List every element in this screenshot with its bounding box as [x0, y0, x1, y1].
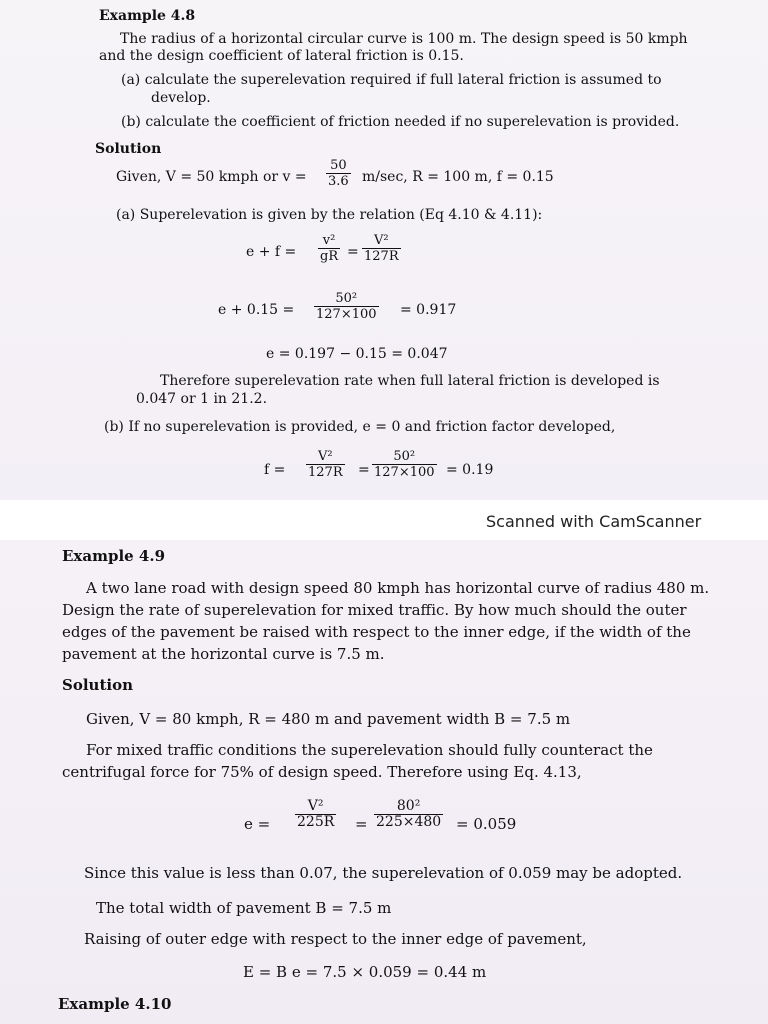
p2-eq1-rhs: = 0.059	[456, 815, 517, 833]
p2-solution-heading: Solution	[62, 676, 133, 694]
p2-eq1-fraction-1	[295, 799, 336, 830]
part-a-line-1: (a) calculate the superelevation required if full lateral friction is assumed to	[121, 72, 662, 88]
eq1-equals: =	[347, 244, 359, 260]
p2-eq1-lhs: e =	[244, 815, 271, 833]
problem-line-2: and the design coefficient of lateral friction is 0.15.	[99, 48, 464, 64]
part-b-line: (b) calculate the coefficient of friction needed if no superelevation is provided.	[121, 114, 680, 130]
p2-problem-line-3: edges of the pavement be raised with respect to the inner edge, if the width of the	[62, 623, 691, 641]
p2-eq1-f2-den: 225×480	[376, 814, 442, 830]
eq4-f2-den: 127×100	[374, 465, 435, 480]
since-line: Since this value is less than 0.07, the superelevation of 0.059 may be adopted.	[84, 864, 683, 882]
scanned-page-bottom	[0, 540, 768, 1024]
p2-problem-line-4: pavement at the horizontal curve is 7.5 m.	[62, 645, 385, 663]
eq3: e = 0.197 − 0.15 = 0.047	[266, 346, 448, 362]
eq2-fraction	[314, 291, 379, 322]
eq1-lhs: e + f =	[246, 244, 297, 260]
given-numerator: 50	[330, 158, 347, 173]
part-a-line-2: develop.	[151, 90, 211, 106]
problem-line-1: The radius of a horizontal circular curve is 100 m. The design speed is 50 kmph	[120, 31, 688, 47]
eq1-fraction-2	[362, 233, 401, 264]
given-prefix: Given, V = 50 kmph or v =	[116, 169, 307, 185]
example-4-9-title: Example 4.9	[62, 547, 166, 565]
eq4-f1-num: V²	[318, 449, 333, 464]
p2-problem-line-1: A two lane road with design speed 80 kmph has horizontal curve of radius 480 m.	[86, 579, 710, 597]
therefore-line-1: Therefore superelevation rate when full lateral friction is developed is	[160, 373, 660, 389]
eq4-equals: =	[358, 462, 370, 478]
total-width-line: The total width of pavement B = 7.5 m	[96, 899, 392, 917]
p2-eq1-equals: =	[355, 815, 368, 833]
eq4-f1-den: 127R	[308, 465, 343, 480]
mixed-line-1: For mixed traffic conditions the superelevation should fully counteract the	[86, 741, 653, 759]
eq2-rhs: = 0.917	[400, 302, 457, 318]
example-4-8-title: Example 4.8	[99, 8, 196, 24]
p2-eq1-f1-den: 225R	[297, 814, 335, 830]
eq1-f1-den: gR	[320, 249, 339, 264]
therefore-line-2: 0.047 or 1 in 21.2.	[136, 391, 268, 407]
eq1-f1-num: v²	[322, 233, 336, 248]
eq4-f2-num: 50²	[393, 449, 416, 464]
eq4-fraction-2	[372, 449, 437, 480]
p2-given: Given, V = 80 kmph, R = 480 m and pavement width B = 7.5 m	[86, 710, 571, 728]
eq-E: E = B e = 7.5 × 0.059 = 0.44 m	[243, 963, 487, 981]
p2-eq1-fraction-2	[374, 799, 443, 830]
scanned-page-top	[0, 0, 768, 500]
eq2-lhs: e + 0.15 =	[218, 302, 295, 318]
p2-problem-line-2: Design the rate of superelevation for mixed traffic. By how much should the outer	[62, 601, 687, 619]
eq2-den: 127×100	[316, 307, 377, 322]
eq2-num: 50²	[335, 291, 358, 306]
eq1-f2-den: 127R	[364, 249, 399, 264]
raising-line: Raising of outer edge with respect to the inner edge of pavement,	[84, 930, 587, 948]
p2-eq1-f1-num: V²	[307, 798, 324, 814]
p2-eq1-f2-num: 80²	[396, 798, 421, 814]
mixed-line-2: centrifugal force for 75% of design speed. Therefore using Eq. 4.13,	[62, 763, 582, 781]
solution-heading: Solution	[95, 141, 162, 157]
eq1-f2-num: V²	[374, 233, 389, 248]
sub-b-line: (b) If no superelevation is provided, e = 0 and friction factor developed,	[104, 419, 616, 435]
sub-a-line: (a) Superelevation is given by the relation (Eq 4.10 & 4.11):	[116, 207, 543, 223]
given-fraction	[326, 158, 351, 189]
eq4-rhs: = 0.19	[446, 462, 494, 478]
eq4-lhs: f =	[264, 462, 286, 478]
given-denominator: 3.6	[328, 174, 349, 189]
given-suffix: m/sec, R = 100 m, f = 0.15	[362, 169, 554, 185]
example-4-10-title: Example 4.10	[58, 995, 172, 1013]
eq1-fraction-1	[318, 233, 340, 264]
eq4-fraction-1	[306, 449, 345, 480]
camscanner-watermark: Scanned with CamScanner	[486, 512, 702, 531]
